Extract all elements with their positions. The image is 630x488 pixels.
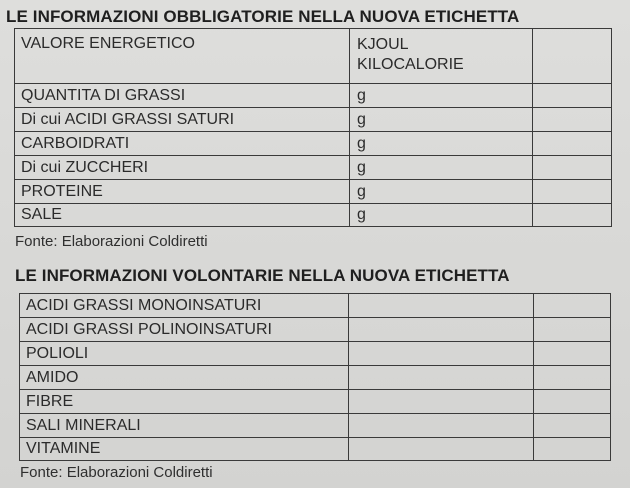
nutrient-label: SALE — [15, 204, 350, 227]
nutrient-label: ACIDI GRASSI POLINOINSATURI — [20, 318, 349, 342]
value-cell — [349, 318, 534, 342]
value-cell — [534, 342, 611, 366]
value-cell — [533, 180, 612, 204]
nutrient-label: ACIDI GRASSI MONOINSATURI — [20, 294, 349, 318]
table-row — [15, 204, 612, 227]
table-row — [20, 366, 611, 390]
table-row — [20, 390, 611, 414]
voluntary-section-title: LE INFORMAZIONI VOLONTARIE NELLA NUOVA ETICHETTA — [15, 266, 510, 285]
nutrient-unit: g — [350, 84, 533, 108]
value-cell — [349, 294, 534, 318]
table-row — [15, 156, 612, 180]
nutrient-unit: g — [350, 180, 533, 204]
energy-unit-cell — [350, 29, 533, 84]
table-row — [20, 294, 611, 318]
value-cell — [349, 366, 534, 390]
voluntary-info-table — [19, 293, 611, 461]
value-cell — [534, 366, 611, 390]
table-row — [15, 180, 612, 204]
unit-kilocalorie: KILOCALORIE — [357, 56, 464, 73]
value-cell — [534, 390, 611, 414]
value-cell — [534, 414, 611, 438]
nutrient-unit: g — [350, 132, 533, 156]
nutrient-unit: g — [350, 108, 533, 132]
nutrient-label: QUANTITA DI GRASSI — [15, 84, 350, 108]
nutrient-label: Di cui ZUCCHERI — [15, 156, 350, 180]
unit-kjoul: KJOUL — [357, 36, 409, 53]
nutrient-label: SALI MINERALI — [20, 414, 349, 438]
energy-value-label: VALORE ENERGETICO — [15, 29, 350, 84]
nutrient-label: PROTEINE — [15, 180, 350, 204]
value-cell — [533, 29, 612, 84]
mandatory-section-title: LE INFORMAZIONI OBBLIGATORIE NELLA NUOVA ETICHETTA — [6, 7, 520, 26]
value-cell — [349, 414, 534, 438]
nutrient-label: VITAMINE — [20, 438, 349, 461]
table-row — [20, 318, 611, 342]
value-cell — [349, 390, 534, 414]
nutrient-label: Di cui ACIDI GRASSI SATURI — [15, 108, 350, 132]
nutrient-label: AMIDO — [20, 366, 349, 390]
value-cell — [349, 342, 534, 366]
nutrient-unit: g — [350, 156, 533, 180]
table-row — [15, 84, 612, 108]
value-cell — [534, 294, 611, 318]
value-cell — [533, 108, 612, 132]
value-cell — [533, 132, 612, 156]
value-cell — [349, 438, 534, 461]
table-row — [15, 108, 612, 132]
nutrient-label: FIBRE — [20, 390, 349, 414]
table-row — [20, 342, 611, 366]
nutrient-label: POLIOLI — [20, 342, 349, 366]
table-row — [15, 29, 612, 84]
nutrient-unit: g — [350, 204, 533, 227]
value-cell — [533, 156, 612, 180]
table-row — [20, 414, 611, 438]
value-cell — [533, 84, 612, 108]
value-cell — [534, 438, 611, 461]
nutrient-label: CARBOIDRATI — [15, 132, 350, 156]
mandatory-info-table — [14, 28, 612, 227]
table-row — [15, 132, 612, 156]
mandatory-source-note: Fonte: Elaborazioni Coldiretti — [15, 233, 208, 250]
value-cell — [533, 204, 612, 227]
value-cell — [534, 318, 611, 342]
voluntary-source-note: Fonte: Elaborazioni Coldiretti — [20, 464, 213, 481]
table-row — [20, 438, 611, 461]
